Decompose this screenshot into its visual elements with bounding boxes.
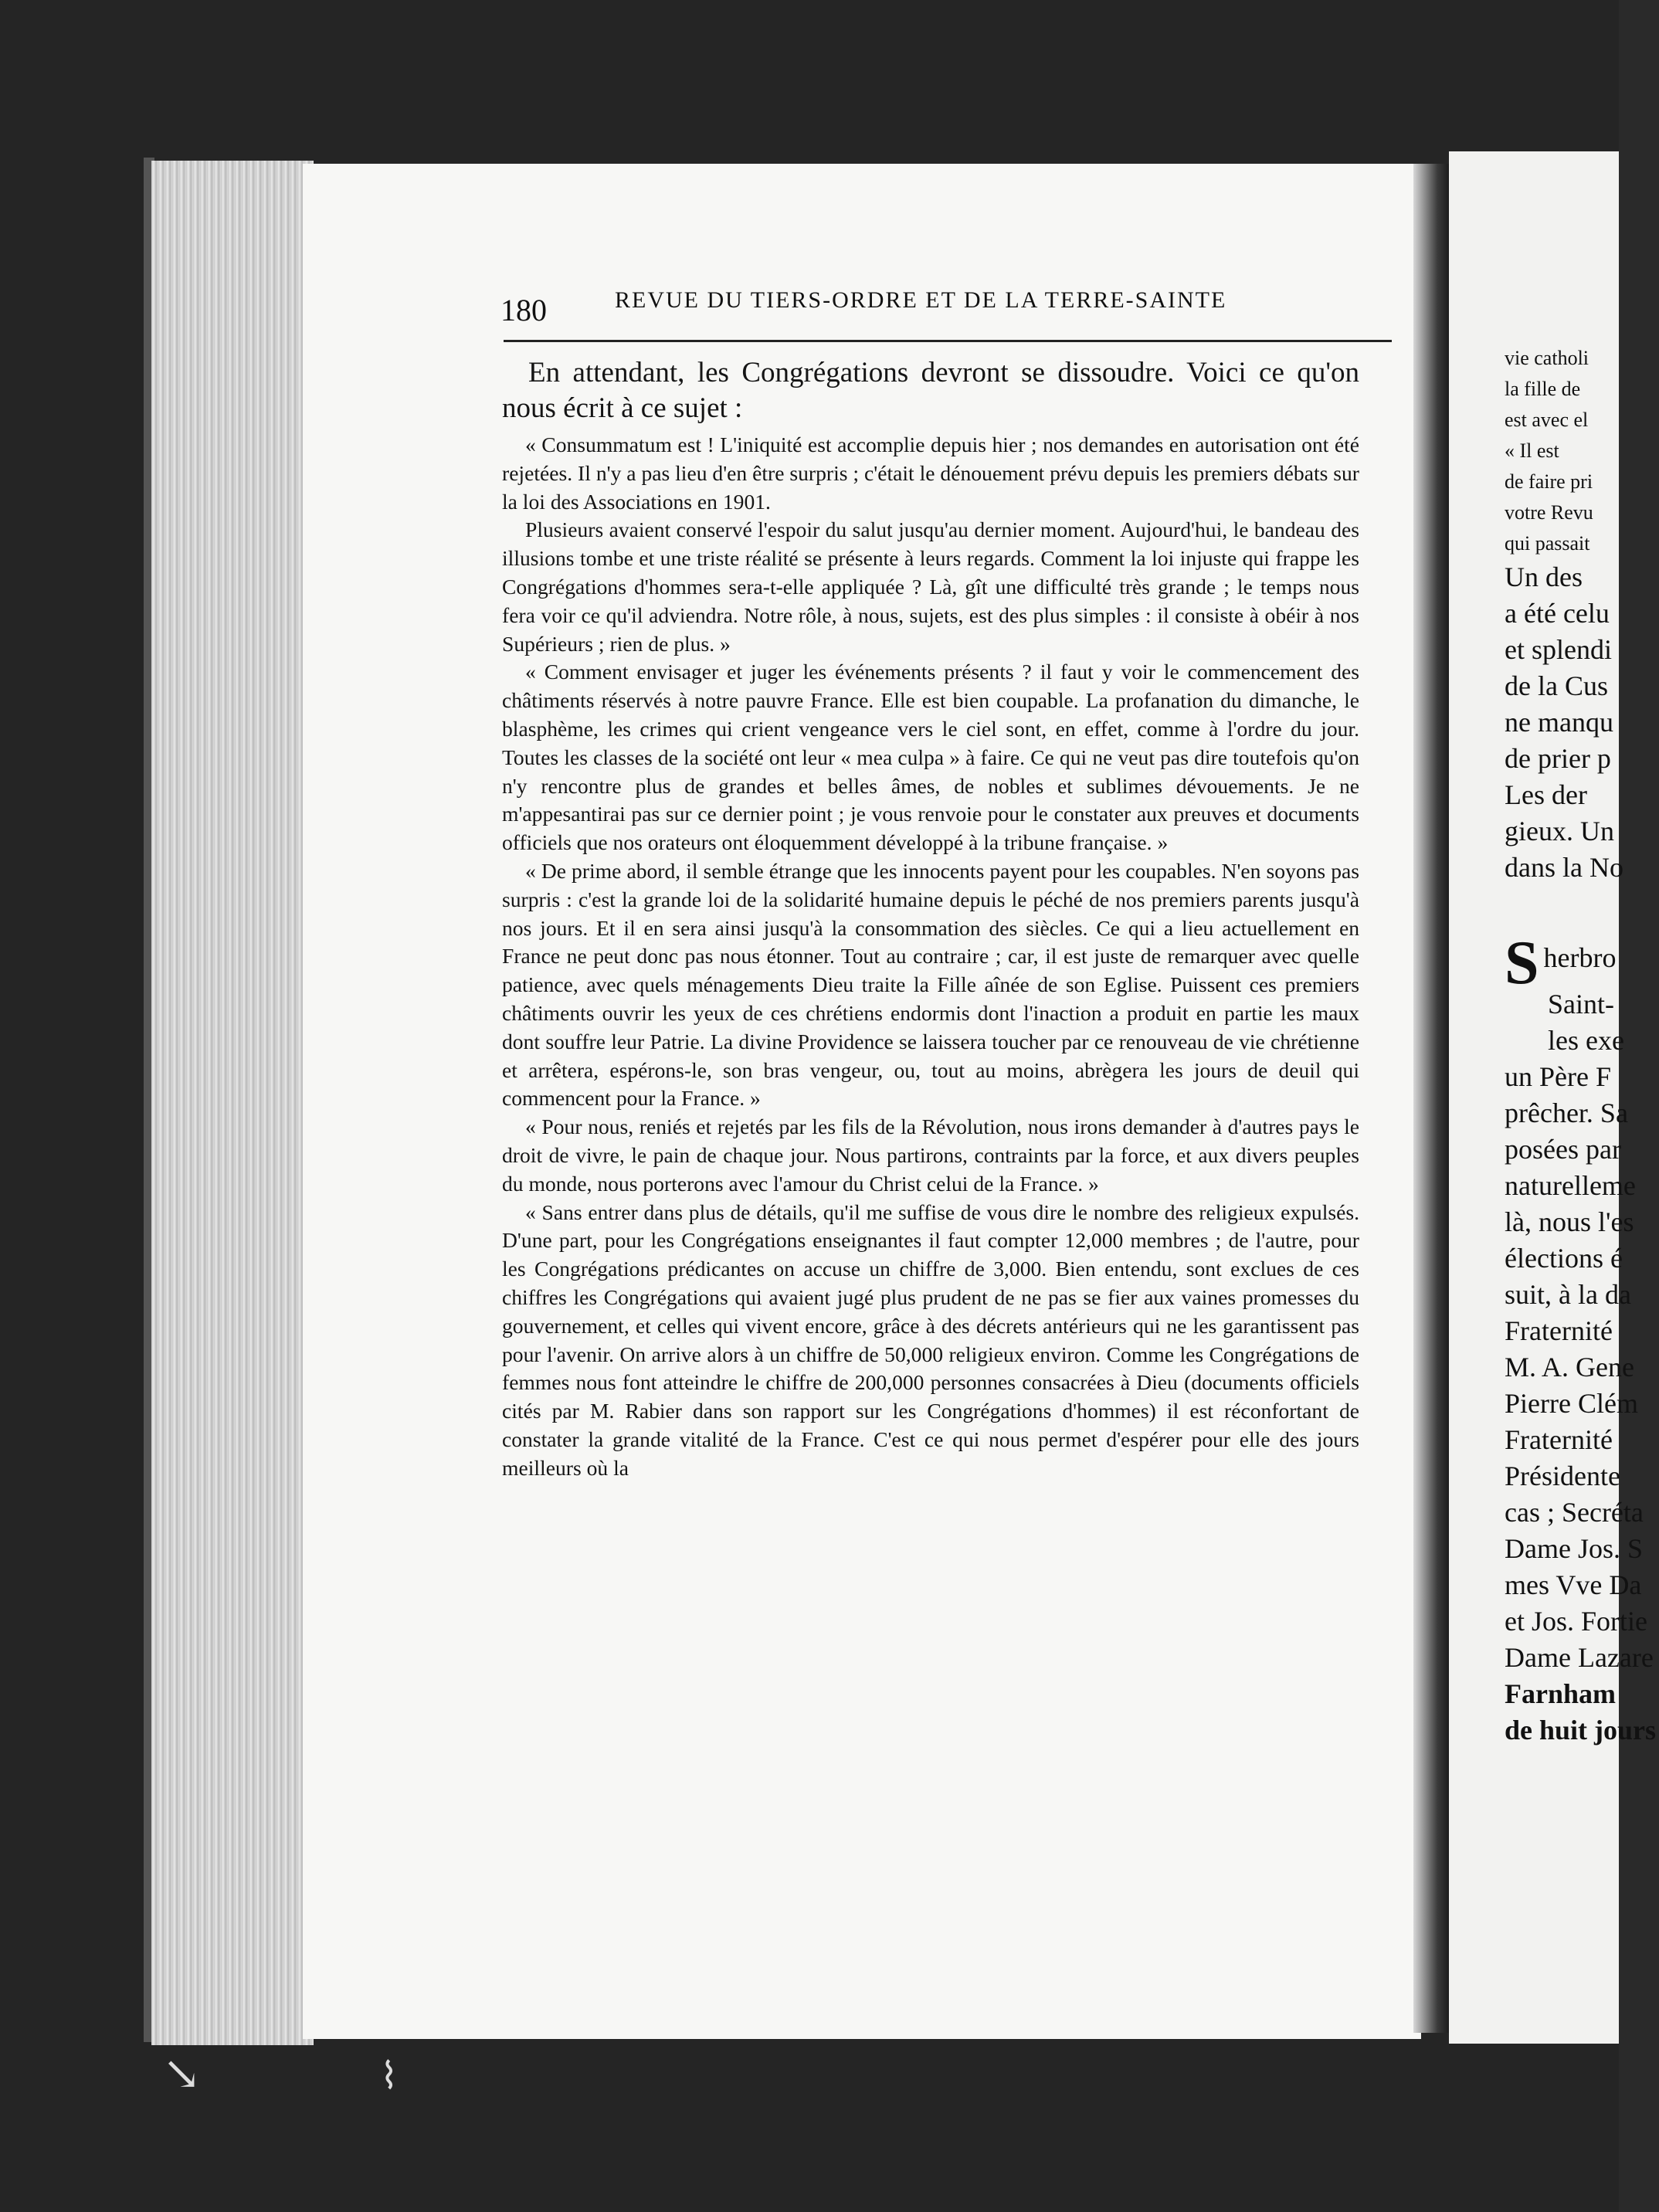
- line: votre Revu: [1505, 501, 1593, 524]
- line: la fille de: [1505, 378, 1581, 400]
- paragraph: « Pour nous, reniés et rejetés par les fils de la Révolution, nous irons demander à d'autres pays le droit de vivre, le pain de chaque jour. Nous partirons, contraints par la force, et aux divers peuples du monde, nous porterons avec l'amour du Christ celui de la France. »: [502, 1114, 1359, 1196]
- line: de huit jours: [1505, 1715, 1657, 1746]
- line: M. A. Gene: [1505, 1352, 1634, 1382]
- line: ne manqu: [1505, 707, 1613, 738]
- line: cas ; Secréta: [1505, 1497, 1644, 1528]
- book-gutter: [1413, 164, 1454, 2033]
- paragraph: « Sans entrer dans plus de détails, qu'il me suffise de vous dire le nombre des religieux expulsés. D'une part, pour les Congrégations enseignantes il faut compter 12,000 membres ; de l'autre, pour les Congrégations prédicantes on accuse un chiffre de 3,000. Bien entendu, sont exclues de ces chiffres les Congrégations qui avaient jugé plus prudent de ne pas se fier aux vaines promesses du gouvernement, et celles qui vivent encore, grâce à des décrets antérieurs qui ne les garantissent pas pour l'avenir. On arrive alors à un chiffre de 50,000 religieux environ. Comme les Congrégations de femmes nous font atteindre le chiffre de 200,000 personnes consacrées à Dieu (documents officiels cités par M. Rabier dans son rapport sur les Congrégations d'hommes) il est réconfortant de constater la grande vitalité de la France. C'est ce qui nous permet d'espérer pour elle des jours meilleurs où la: [502, 1199, 1359, 1480]
- page-number: 180: [500, 293, 547, 327]
- drop-cap: S: [1505, 929, 1539, 997]
- line: mes Vve Da: [1505, 1569, 1642, 1600]
- line: de faire pri: [1505, 470, 1593, 493]
- line: là, nous l'es: [1505, 1206, 1634, 1237]
- line: Saint-: [1548, 989, 1614, 1019]
- line: et splendi: [1505, 634, 1612, 665]
- paragraph: « Comment envisager et juger les événements présents ? il faut y voir le commencement des châtiments réservés à notre pauvre France. Elle est bien coupable. La profanation du dimanche, le blasphème, les crimes qui crient vengeance vers le ciel sont, en effet, comme à l'ordre du jour. Toutes les classes de la société ont leur « mea culpa » à faire. Ce qui ne veut pas dire toutefois qu'on n'y rencontre plus de grandes et belles âmes, de nobles et sublimes dévouements. Je ne m'appesantirai pas sur ce dernier point ; je vous renvoie pour le constater aux preuves et documents officiels que nos orateurs ont éloquemment développé à la tribune française. »: [502, 660, 1359, 855]
- lead-paragraph: En attendant, les Congrégations devront se dissoudre. Voici ce qu'on nous écrit à ce sujet :: [502, 357, 1359, 424]
- right-page-text: [1505, 343, 1659, 1749]
- running-title: REVUE DU TIERS-ORDRE ET DE LA TERRE-SAINTE: [615, 287, 1227, 313]
- line: de la Cus: [1505, 670, 1608, 701]
- line: de prier p: [1505, 743, 1611, 774]
- line: Dame Jos. S: [1505, 1533, 1643, 1564]
- line: Fraternité: [1505, 1424, 1613, 1455]
- line: Dame Lazare: [1505, 1642, 1654, 1673]
- right-page: [1449, 151, 1657, 2044]
- line: Présidente: [1505, 1461, 1620, 1491]
- line: prêcher. Sa: [1505, 1098, 1628, 1128]
- line: les exe: [1548, 1025, 1624, 1056]
- paragraph: « Consummatum est ! L'iniquité est accomplie depuis hier ; nos demandes en autorisation ont été rejetées. Il n'y a pas lieu d'en être surpris ; c'était le dénouement prévu depuis les premiers débats sur la loi des Associations en 1901.: [502, 433, 1359, 514]
- line: un Père F: [1505, 1061, 1611, 1092]
- line: vie catholi: [1505, 347, 1589, 369]
- running-header: [500, 284, 1396, 334]
- line: posées par: [1505, 1134, 1621, 1165]
- line: Pierre Clém: [1505, 1388, 1638, 1419]
- line: herbro: [1543, 942, 1617, 973]
- line: « Il est: [1505, 439, 1559, 462]
- scan-mark: ↘: [162, 2048, 202, 2099]
- line: qui passait: [1505, 532, 1590, 555]
- line: Fraternité: [1505, 1315, 1613, 1346]
- paragraph: Plusieurs avaient conservé l'espoir du salut jusqu'au dernier moment. Aujourd'hui, le bandeau des illusions tombe et une triste réalité se présente à leurs regards. Comment la loi injuste qui frappe les Congrégations d'hommes sera-t-elle appliquée ? Là, gît une difficulté très grande ; le temps nous fera voir ce qu'il adviendra. Notre rôle, à nous, sujets, est des plus simples : il consiste à obéir à nos Supérieurs ; rien de plus. »: [502, 517, 1359, 656]
- scan-mark: ⌇: [380, 2056, 399, 2097]
- paragraph: « De prime abord, il semble étrange que les innocents payent pour les coupables. N'en soyons pas surpris : c'est la grande loi de la solidarité humaine depuis le péché de nos premiers parents jusqu'à nos jours. Et il en sera ainsi jusqu'à la consommation des siècles. Ce qui a lieu actuellement en France ne peut donc pas nous étonner. Tout au contraire ; car, il est juste de remarquer avec quelle patience, avec quels ménagements Dieu traite la Fille aînée de son Eglise. Puissent ces premiers châtiments ouvrir les yeux de ces chrétiens endormis dont l'inaction a produit en partie les maux dont souffre leur Patrie. La divine Providence se laissera toucher par ce renouveau de vie chrétienne et arrêtera, espérons-le, son bras vengeur, ou, tout au moins, abrègera les jours de deuil qui commencent pour la France. »: [502, 858, 1359, 1111]
- main-text: [502, 355, 1359, 1482]
- line: élections é: [1505, 1243, 1623, 1274]
- line: Un des: [1505, 561, 1583, 592]
- line: gieux. Un: [1505, 816, 1614, 846]
- line: Farnham: [1505, 1678, 1616, 1709]
- line: est avec el: [1505, 409, 1589, 431]
- line: dans la No: [1505, 852, 1623, 883]
- page-edges: [151, 161, 314, 2045]
- line: suit, à la da: [1505, 1279, 1631, 1310]
- line: et Jos. Fortie: [1505, 1606, 1647, 1637]
- line: Les der: [1505, 779, 1587, 810]
- header-rule: [504, 340, 1392, 342]
- line: naturelleme: [1505, 1170, 1636, 1201]
- line: a été celu: [1505, 598, 1610, 629]
